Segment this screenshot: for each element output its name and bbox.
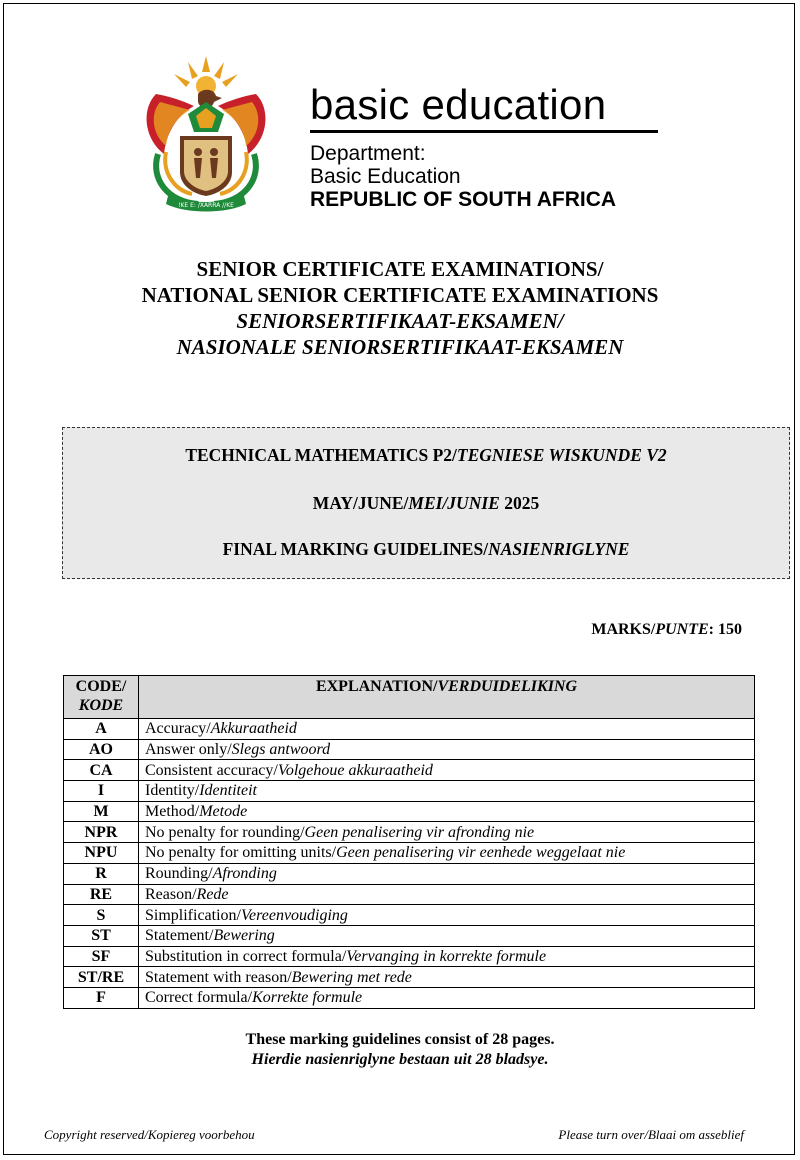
table-row [64,760,755,781]
total-marks [591,621,742,639]
code-cell: ST [64,925,139,946]
code-cell: M [64,801,139,822]
explanation-af: Slegs antwoord [231,741,331,759]
marks-label-af: PUNTE [655,621,709,638]
exam-session [63,493,789,514]
session-en: MAY/JUNE/ [312,493,409,513]
table-row [64,801,755,822]
explanation-af: Korrekte formule [252,989,363,1007]
crest-motto: !KE E: /XARRA //KE [178,202,234,209]
explanation-cell [139,801,755,822]
explanation-cell [139,719,755,740]
explanation-cell [139,760,755,781]
explanation-af: Afronding [212,865,277,883]
explanation-en: Answer only/ [145,741,232,759]
explanation-af: Geen penalisering vir afronding nie [304,823,535,841]
table-row [64,925,755,946]
table-row [64,905,755,926]
explanation-af: Akkuraatheid [210,720,297,738]
title-line-3: SENIORSERTIFIKAAT-EKSAMEN/ [236,309,564,333]
subject-name-af: TEGNIESE WISKUNDE V2 [456,445,667,465]
document-type [63,539,789,560]
explanation-cell [139,843,755,864]
explanation-en: Consistent accuracy/ [145,761,278,779]
code-cell: RE [64,884,139,905]
session-year: 2025 [499,493,540,513]
footer-turn-over: Please turn over/Blaai om asseblief [558,1127,744,1142]
subject-name-en: TECHNICAL MATHEMATICS P2/ [185,445,457,465]
title-line-4: NASIONALE SENIORSERTIFIKAAT-EKSAMEN [176,335,624,359]
code-cell: AO [64,739,139,760]
subject-name [63,445,789,466]
code-cell: CA [64,760,139,781]
explanation-en: No penalty for rounding/ [145,823,305,841]
explanation-en: Simplification/ [145,906,241,924]
table-row [64,822,755,843]
marks-label-en: MARKS/ [591,621,656,638]
header-exp-af: VERDUIDELIKING [437,678,578,695]
table-row [64,781,755,802]
explanation-cell [139,946,755,967]
explanation-cell [139,905,755,926]
explanation-cell [139,987,755,1008]
explanation-cell [139,884,755,905]
explanation-af: Identiteit [199,782,257,800]
doc-type-en: FINAL MARKING GUIDELINES/ [222,539,489,559]
header-code-af: KODE [78,697,124,714]
explanation-af: Bewering met rede [291,968,412,986]
table-row [64,739,755,760]
explanation-cell [139,925,755,946]
code-cell: ST/RE [64,967,139,988]
explanation-cell [139,967,755,988]
explanation-en: Reason/ [145,885,197,903]
marks-value: : 150 [708,621,742,638]
explanation-af: Geen penalisering vir eenhede weggelaat nie [336,844,626,862]
header-exp-en: EXPLANATION/ [315,678,438,695]
marking-codes-table [63,675,755,1009]
brand-rule [310,130,658,133]
explanation-af: Vereenvoudiging [241,906,348,924]
page-count-note [0,1030,800,1070]
explanation-af: Metode [199,803,248,821]
table-header-row [64,676,755,719]
code-cell: S [64,905,139,926]
department-label: Department: [310,142,426,165]
table-row [64,987,755,1008]
explanation-en: Method/ [145,803,200,821]
country-name: REPUBLIC OF SOUTH AFRICA [310,188,617,211]
explanation-en: Rounding/ [145,865,213,883]
table-row [64,719,755,740]
explanation-af: Bewering [213,927,275,945]
explanation-en: No penalty for omitting units/ [145,844,337,862]
header-explanation [139,676,755,719]
doc-type-af: NASIENRIGLYNE [488,539,630,559]
explanation-en: Accuracy/ [145,720,211,738]
explanation-en: Substitution in correct formula/ [145,947,347,965]
brand-name: basic education [310,81,607,128]
subject-box [62,427,790,579]
explanation-cell [139,863,755,884]
explanation-en: Statement with reason/ [145,968,292,986]
code-cell: I [64,781,139,802]
code-cell: F [64,987,139,1008]
department-name: Basic Education [310,165,461,188]
explanation-cell [139,822,755,843]
code-cell: R [64,863,139,884]
page-count-af: Hierdie nasienriglyne bestaan uit 28 bladsye. [251,1051,549,1068]
table-row [64,843,755,864]
page-count-en: These marking guidelines consist of 28 pages. [245,1031,555,1048]
header-code-en: CODE/ [75,678,127,695]
code-cell: SF [64,946,139,967]
code-cell: NPU [64,843,139,864]
table-row [64,884,755,905]
table-row [64,946,755,967]
explanation-af: Rede [196,885,229,903]
header-code [64,676,139,719]
session-af: MEI/JUNIE [408,493,500,513]
footer-copyright: Copyright reserved/Kopiereg voorbehou [44,1127,255,1142]
table-row [64,863,755,884]
brand-block [310,81,662,212]
explanation-cell [139,739,755,760]
explanation-cell [139,781,755,802]
explanation-en: Statement/ [145,927,214,945]
table-row [64,967,755,988]
explanation-en: Identity/ [145,782,200,800]
code-cell: NPR [64,822,139,843]
coat-of-arms-icon [136,54,276,216]
title-line-1: SENIOR CERTIFICATE EXAMINATIONS/ [196,257,604,281]
exam-titles [0,256,800,360]
explanation-af: Vervanging in korrekte formule [346,947,547,965]
explanation-en: Correct formula/ [145,989,253,1007]
code-cell: A [64,719,139,740]
title-line-2: NATIONAL SENIOR CERTIFICATE EXAMINATIONS [141,283,659,307]
explanation-af: Volgehoue akkuraatheid [277,761,433,779]
